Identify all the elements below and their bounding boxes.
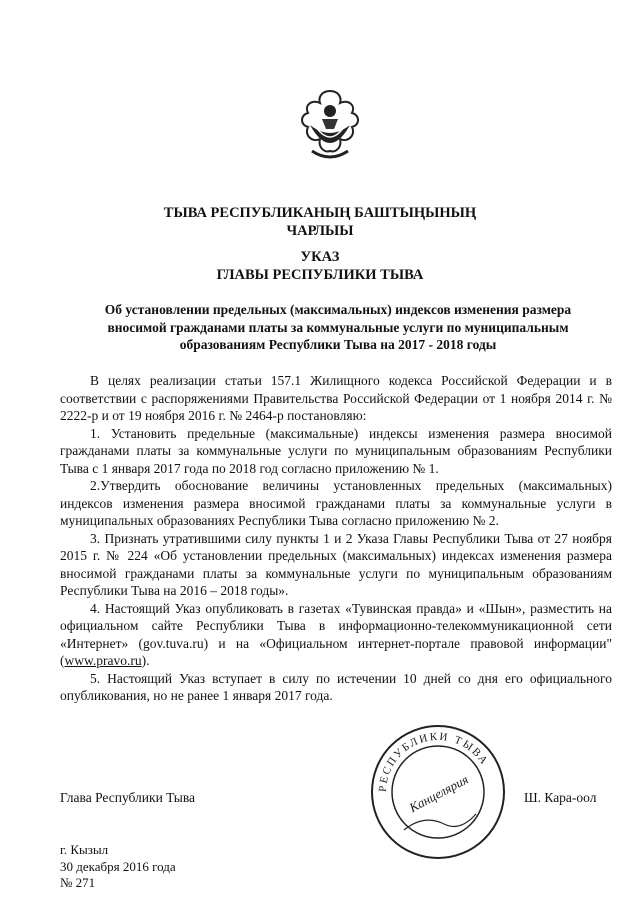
subject-line: вносимой гражданами платы за коммунальные услуги по муниципальным <box>107 319 569 335</box>
subject-line: Об установлении предельных (максимальных) индексов изменения размера <box>104 302 572 317</box>
document-body <box>60 372 612 705</box>
header-decree <box>0 248 640 284</box>
issue-city: г. Кызыл <box>60 842 109 857</box>
body-item-4-text: 4. Настоящий Указ опубликовать в газетах «Тувинская правда» и «Шын», разместить на официальном сайте Республики Тыва в информационно-телекоммуникационной сети «Интернет» (gov.tuva.ru) и на «Официальном интернет-портале правовой информации" ( <box>60 600 612 668</box>
official-seal-stamp <box>364 718 512 866</box>
body-intro: В целях реализации статьи 157.1 Жилищного кодекса Российской Федерации и в соответствии с распоряжениями Правительства Российской Федерации от 1 ноября 2014 г. № 2222-р и от 19 ноября 2016 г. № 2464-р постановляю: <box>60 373 612 423</box>
handwritten-signature <box>404 814 476 830</box>
coat-of-arms-emblem <box>292 85 368 165</box>
header-republic <box>0 204 640 240</box>
issue-number: № 271 <box>60 875 96 890</box>
body-item-2: 2.Утвердить обоснование величины установленных предельных (максимальных) индексов изменения размера вносимой гражданами платы за коммунальные услуги в муниципальных образованиях Республики Тыва согласно приложению № 2. <box>60 478 612 528</box>
issue-details <box>60 842 176 892</box>
header-line3: УКАЗ <box>300 249 340 265</box>
seal-ring-text: РЕСПУБЛИКИ ТЫВА <box>376 730 491 793</box>
signature-position: Глава Республики Тыва <box>60 790 196 805</box>
body-item-1: 1. Установить предельные (максимальные) индексы изменения размера вносимой гражданами платы за коммунальные услуги по муниципальным образованиям Республики Тыва с 1 января 2017 года по 2018 год согласно приложению № 1. <box>60 425 612 476</box>
body-item-3: 3. Признать утратившими силу пункты 1 и 2 Указа Главы Республики Тыва от 27 ноября 2015 г. № 224 «Об установлении предельных (максимальных) индексах изменения размера вносимой гражданами платы за коммунальные услуги по муниципальным образованиям Республики Тыва на 2016 – 2018 годы». <box>60 530 612 598</box>
body-item-4-end: ). <box>141 653 150 668</box>
body-item-4 <box>60 600 612 670</box>
issue-date: 30 декабря 2016 года <box>60 858 176 874</box>
body-item-5: 5. Настоящий Указ вступает в силу по истечении 10 дней со дня его официального опубликования, но не ранее 1 января 2017 года. <box>60 670 612 703</box>
pravo-link[interactable]: www.pravo.ru <box>64 653 142 668</box>
seal-center-text: Канцелярия <box>406 771 471 816</box>
document-subject <box>68 301 608 354</box>
subject-line: образованиям Республики Тыва на 2017 - 2018 годы <box>179 337 497 352</box>
header-line1: ТЫВА РЕСПУБЛИКАНЫҢ БАШТЫҢЫНЫҢ <box>163 205 477 221</box>
header-line4: ГЛАВЫ РЕСПУБЛИКИ ТЫВА <box>216 267 424 283</box>
signature-name: Ш. Кара-оол <box>524 790 597 805</box>
header-line2: ЧАРЛЫЫ <box>286 223 354 239</box>
